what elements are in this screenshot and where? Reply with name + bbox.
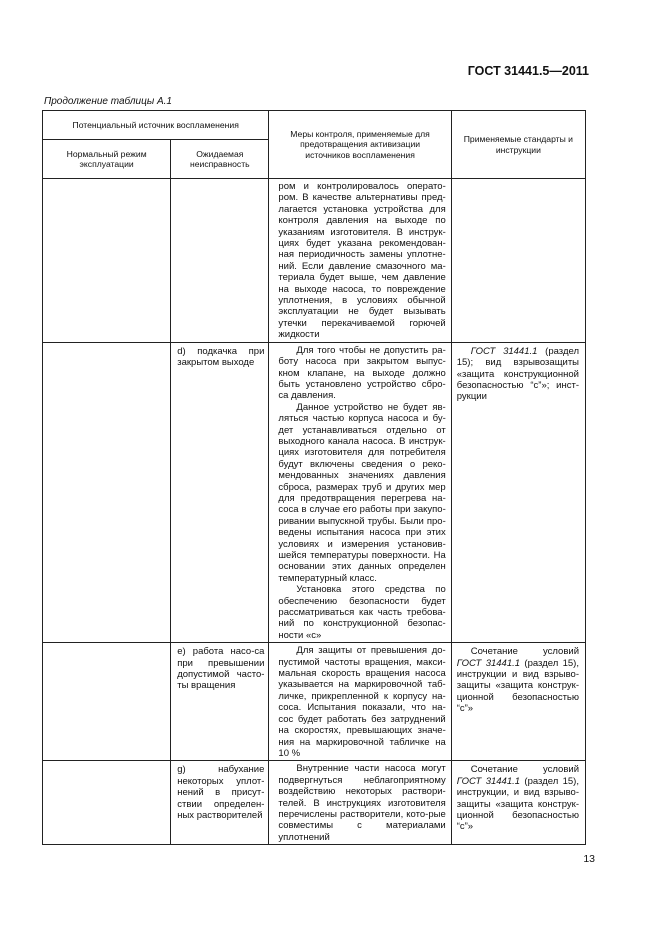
measures-paragraph: Внутренние части насоса могут подвергнуться неблагоприятному воздействию некоторых раствори-телей. В инструкциях изготовителя перечислены растворители, кото-рые совместимы с материалами уплотнений	[278, 763, 446, 843]
standard-pre: Сочетание условий	[470, 646, 579, 658]
table-caption: Продолжение таблицы А.1	[44, 96, 172, 107]
measures-paragraph: Данное устройство не будет яв-ляться частью корпуса насоса и бу-дет устанавливаться отдельно от выходного канала насоса. В инструк-циях изготовителя для потребителя будут включены сведения о реко-мендованных значениях давления сброса, размерах труб и других мер для предотвращения перегрева на-соса в случае его работы при закупо-ривании выпускной трубы. Были про-ведены испытания насоса при этих условиях и измерения установив-шейся температуры поверхности. На основании этих данных определен температурный класс.	[278, 401, 446, 584]
table-row	[43, 761, 586, 845]
cell-measures	[269, 179, 451, 343]
standard-ref: ГОСТ 31441.1	[456, 775, 521, 787]
cell-measures	[269, 643, 451, 761]
cell-normal	[43, 342, 171, 643]
header-expected-fault: Ожидаемая неисправность	[171, 140, 269, 179]
standard-pre: Сочетание условий	[470, 764, 579, 776]
standard-ref: ГОСТ 31441.1	[456, 657, 521, 669]
document-id: ГОСТ 31441.5—2011	[467, 64, 589, 78]
standard-text: (раздел 15), инструкции и вид взрыво-защиты «защита конструк-ционной безопасностью “с”»	[456, 657, 579, 715]
header-measures: Меры контроля, применяемые для предотвращения активизации источников воспламенения	[269, 111, 451, 179]
standard-text: (раздел 15); вид взрывозащиты «защита конструкционной безопасностью “с”»; инст-рукции	[456, 345, 579, 403]
cell-normal	[43, 761, 171, 845]
cell-standards	[451, 643, 585, 761]
cell-normal	[43, 643, 171, 761]
cell-measures	[269, 761, 451, 845]
header-normal-mode: Нормальный режим эксплуатации	[43, 140, 171, 179]
cell-expected: e) работа насо-са при превышении допустимой часто-ты вращения	[171, 643, 269, 761]
table-row	[43, 342, 586, 643]
measures-paragraph: Установка этого средства по обеспечению безопасности будет рассматриваться как часть требова-ний по конструкционной безопас-ности «с»	[278, 584, 446, 641]
cell-standards	[451, 342, 585, 643]
cell-standards	[451, 761, 585, 845]
measures-paragraph: Для того чтобы не допустить ра-боту насоса при закрытом выпус-кном клапане, на выходе должно быть установлено устройство сбро-са давления.	[278, 344, 446, 402]
standard-ref: ГОСТ 31441.1	[470, 345, 538, 357]
measures-paragraph: Для защиты от превышения до-пустимой частоты вращения, макси-мальная скорость вращения насоса указывается на маркировочной таб-личке, прикрепленной к корпусу на-соса. Испытания показали, что на-сос будет работать без затруднений на скоростях, превышающих значе-ния на маркировочной табличке на 10 %	[278, 645, 446, 759]
table-row	[43, 179, 586, 343]
cell-measures	[269, 342, 451, 643]
cell-standards	[451, 179, 585, 343]
table-row	[43, 643, 586, 761]
measures-paragraph: ром и контролировалось операто-ром. В качестве альтернативы пред-лагается установка устройства для контроля давления на выходе по указаниям изготовителя. В инструк-циях будет указана рекомендован-ная периодичность замены уплотне-ний. Если давление смазочного ма-териала будет выше, чем давление на выходе насоса, то повреждение уплотнения, в условиях обычной эксплуатации не будет вызывать утечки перекачиваемой горючей жидкости	[278, 181, 446, 341]
header-potential-source: Потенциальный источник воспламенения	[43, 111, 269, 140]
cell-normal	[43, 179, 171, 343]
cell-expected: g) набухание некоторых уплот-нений в присут-ствии определен-ных растворителей	[171, 761, 269, 845]
page-number: 13	[583, 853, 595, 865]
ignition-sources-table	[42, 110, 586, 845]
cell-expected: d) подкачка при закрытом выходе	[171, 342, 269, 643]
cell-expected	[171, 179, 269, 343]
header-standards: Применяемые стандарты и инструкции	[451, 111, 585, 179]
standard-text: (раздел 15), инструкции, и вид взрыво-защиты «защита конструк-ционной безопасностью “с”»	[456, 775, 579, 833]
